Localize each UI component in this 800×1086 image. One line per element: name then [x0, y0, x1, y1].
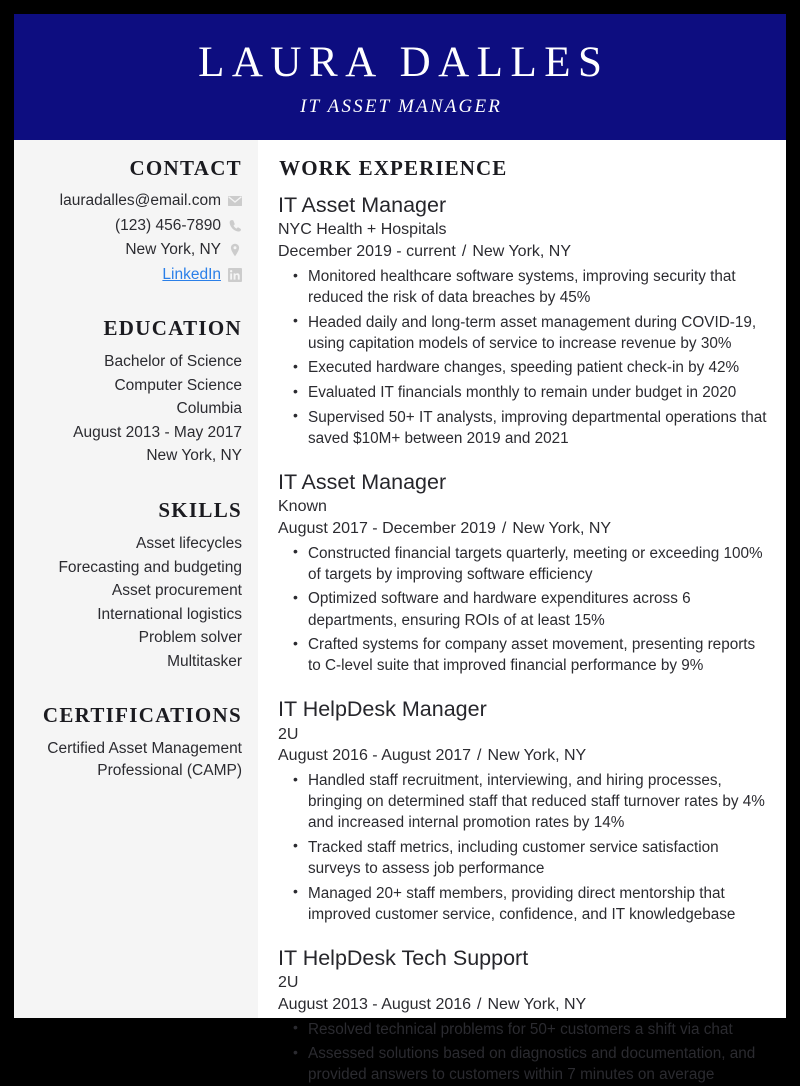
contact-heading: CONTACT: [129, 156, 242, 180]
phone-icon: [228, 219, 242, 233]
certifications-heading: CERTIFICATIONS: [42, 703, 242, 728]
job-company: NYC Health + Hospitals: [278, 221, 447, 239]
linkedin-link-text[interactable]: LinkedIn: [162, 265, 221, 283]
skill-item: Forecasting and budgeting: [58, 558, 242, 576]
job-title: IT Asset Manager: [278, 193, 447, 218]
skill-item: International logistics: [97, 605, 242, 623]
job-location: New York, NY: [472, 243, 572, 261]
job-meta: [278, 242, 770, 263]
job-title: IT Asset Manager: [278, 469, 447, 494]
contact-email-text: lauradalles@email.com: [59, 192, 221, 210]
job-meta-separator: /: [477, 747, 482, 765]
education-heading: EDUCATION: [103, 316, 242, 341]
candidate-name: LAURA DALLES: [198, 38, 610, 86]
contact-item-location: [24, 239, 242, 261]
job-location: New York, NY: [487, 747, 587, 765]
job-location: New York, NY: [512, 519, 612, 537]
job-dates: August 2013 - August 2016: [278, 995, 472, 1013]
job-dates: August 2017 - December 2019: [278, 519, 496, 537]
contact-item-email: [24, 190, 242, 212]
contact-section: [24, 156, 242, 286]
education-section: [24, 316, 242, 468]
job-bullet: • Monitored healthcare software systems, improving security that reduced the risk of data breaches by 45%: [308, 266, 770, 308]
job-bullet: • Evaluated IT financials monthly to remain under budget in 2020: [308, 382, 770, 403]
resume-header-band: [14, 14, 786, 140]
main-column: [258, 140, 786, 1084]
job-meta: [278, 746, 770, 767]
candidate-tagline: IT ASSET MANAGER: [300, 96, 503, 118]
envelope-icon: [228, 194, 242, 208]
linkedin-icon[interactable]: [228, 268, 242, 282]
job-bullet: • Assessed solutions based on diagnostics and documentation, and provided answers to customers within 7 minutes on average: [308, 1043, 770, 1085]
contact-item-linkedin[interactable]: [24, 264, 242, 286]
job-bullets: [278, 543, 770, 677]
job-dates: December 2019 - current: [278, 243, 456, 261]
job-bullet: • Crafted systems for company asset movement, presenting reports to C-level suite that improved financial performance by 9%: [308, 634, 770, 676]
job-meta: [278, 519, 770, 540]
skill-item: Asset lifecycles: [136, 535, 242, 553]
job-bullet: • Constructed financial targets quarterly, meeting or exceeding 100% of targets by improving software efficiency: [308, 543, 770, 585]
job-meta-separator: /: [501, 519, 507, 537]
job-bullet: • Headed daily and long-term asset management during COVID-19, using capitation models of service to increase revenue by 30%: [308, 312, 770, 354]
job-bullet: • Optimized software and hardware expenditures across 6 departments, ensuring ROIs of at least 15%: [308, 588, 770, 630]
certification-item: Certified Asset Management Professional (CAMP): [47, 739, 242, 780]
map-pin-icon: [228, 243, 242, 257]
job-entry: [278, 696, 770, 925]
education-dates: August 2013 - May 2017: [73, 423, 242, 441]
job-title: IT HelpDesk Tech Support: [278, 945, 529, 970]
contact-location-text: New York, NY: [125, 241, 221, 259]
job-bullet: • Supervised 50+ IT analysts, improving departmental operations that saved $10M+ between 2019 and 2021: [308, 407, 770, 449]
job-bullet: • Tracked staff metrics, including customer service satisfaction surveys to assess job performance: [308, 837, 770, 879]
job-bullet: • Resolved technical problems for 50+ customers a shift via chat: [308, 1019, 770, 1040]
job-meta: [278, 995, 770, 1016]
skills-heading: SKILLS: [158, 497, 242, 522]
work-experience-heading: WORK EXPERIENCE: [279, 156, 508, 180]
skills-section: [24, 498, 242, 673]
job-bullets: [278, 1019, 770, 1086]
job-entry: [278, 945, 770, 1086]
job-bullet: • Managed 20+ staff members, providing direct mentorship that improved customer service, confidence, and IT knowledgebase: [308, 883, 770, 925]
sidebar: [14, 140, 258, 1018]
job-company: Known: [278, 498, 327, 516]
contact-item-phone: [24, 215, 242, 237]
resume-body: [14, 140, 786, 1084]
education-degree: Bachelor of Science: [104, 353, 242, 371]
job-meta-separator: /: [477, 995, 482, 1013]
job-entry: [278, 192, 770, 449]
certifications-section: [24, 703, 242, 782]
skill-item: Problem solver: [138, 629, 242, 647]
education-location: New York, NY: [146, 447, 242, 465]
job-title: IT HelpDesk Manager: [278, 697, 487, 722]
job-company: 2U: [278, 725, 299, 743]
contact-phone-text: (123) 456-7890: [115, 216, 221, 234]
job-dates: August 2016 - August 2017: [278, 747, 472, 765]
skill-item: Asset procurement: [111, 582, 242, 600]
skill-item: Multitasker: [167, 652, 242, 670]
job-bullets: [278, 266, 770, 449]
job-bullets: [278, 770, 770, 925]
education-field: Computer Science: [114, 376, 242, 394]
job-entry: [278, 469, 770, 676]
education-school: Columbia: [176, 400, 242, 418]
job-meta-separator: /: [461, 243, 467, 261]
job-bullet: • Executed hardware changes, speeding patient check-in by 42%: [308, 357, 770, 378]
job-bullet: • Handled staff recruitment, interviewing, and hiring processes, bringing on determined staff that reduced staff turnover rates by 4% and increased internal promotion rates by 14%: [308, 770, 770, 833]
resume-page: [14, 14, 786, 1084]
job-location: New York, NY: [487, 995, 587, 1013]
job-company: 2U: [278, 974, 299, 992]
